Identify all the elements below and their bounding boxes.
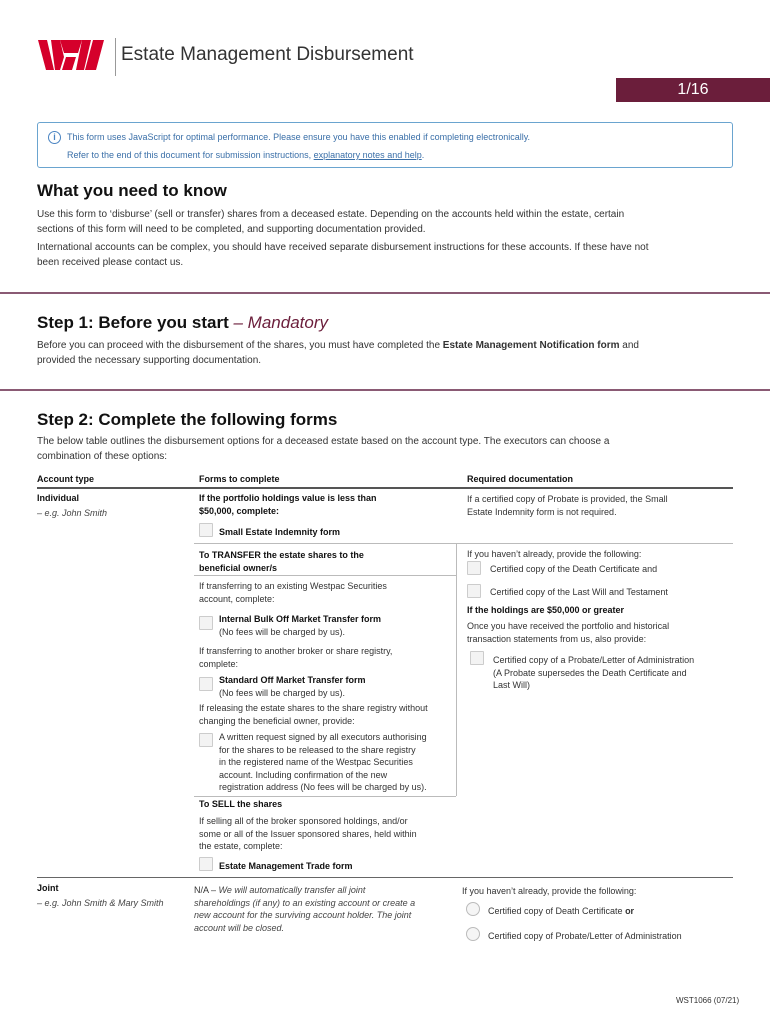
standard-fee-note: (No fees will be charged by us). <box>219 687 346 698</box>
standard-transfer-checkbox[interactable] <box>199 677 213 691</box>
joint-note: We will automatically transfer all joint <box>218 885 366 895</box>
doc-provide-joint: If you haven’t already, provide the following: <box>462 886 637 896</box>
transfer-heading <box>199 549 364 574</box>
probate-label <box>493 654 694 692</box>
joint-probate-label: Certified copy of Probate/Letter of Administration <box>488 931 682 941</box>
sell-heading: To SELL the shares <box>199 799 283 809</box>
written-line: for the shares to be released to the share registry <box>219 744 416 755</box>
step1-text-end: and <box>619 340 639 351</box>
transfer-line-b: beneficial owner/s <box>199 562 278 573</box>
section-divider <box>0 389 770 391</box>
small-estate-condition <box>199 492 377 517</box>
internal-transfer-checkbox[interactable] <box>199 616 213 630</box>
westpac-line-a: If transferring to an existing Westpac Securities <box>199 581 387 591</box>
written-line: in the registered name of the Westpac Securities <box>219 757 413 767</box>
step2-line-a: The below table outlines the disbursement options for a deceased estate based on the account type. The executors can choose a <box>37 436 610 447</box>
form-code: WST1066 (07/21) <box>676 996 740 1005</box>
internal-fee-note: (No fees will be charged by us). <box>219 626 346 637</box>
release-text <box>199 702 428 727</box>
notice-line-2-end: . <box>421 150 425 160</box>
holdings-50k-text <box>467 620 669 645</box>
javascript-notice <box>37 122 733 168</box>
step1-line-a <box>37 338 639 353</box>
holdings-50k-heading: If the holdings are $50,000 or greater <box>467 605 625 615</box>
joint-death-certificate-label <box>488 905 634 918</box>
step2-paragraph <box>37 434 609 464</box>
step2-line-b: combination of these options: <box>37 451 168 462</box>
sell-text <box>199 815 417 853</box>
row-divider <box>37 877 733 878</box>
death-certificate-checkbox[interactable] <box>467 561 481 575</box>
westpac-line-b: account, complete: <box>199 593 275 604</box>
broker-transfer-text <box>199 645 392 670</box>
page-number: 1/16 <box>616 78 770 102</box>
westpac-logo <box>38 40 104 70</box>
written-line: registration address (No fees will be charged by us). <box>219 782 427 792</box>
step2-heading: Step 2: Complete the following forms <box>37 410 338 429</box>
column-divider <box>456 543 457 796</box>
step1-heading <box>37 313 328 333</box>
what-you-need-heading: What you need to know <box>37 181 227 200</box>
internal-form-name: Internal Bulk Off Market Transfer form <box>219 614 382 624</box>
notice-line-2 <box>67 150 424 160</box>
row-divider <box>194 575 456 576</box>
death-certificate-label: Certified copy of the Death Certificate and <box>490 564 658 574</box>
last-will-label: Certified copy of the Last Will and Testament <box>490 587 668 597</box>
row-divider <box>194 796 456 797</box>
standard-form-name: Standard Off Market Transfer form <box>219 675 366 685</box>
release-line-a: If releasing the estate shares to the share registry without <box>199 703 428 713</box>
row-divider <box>194 543 733 544</box>
written-line: A written request signed by all executors authorising <box>219 732 427 742</box>
small-doc-line-a: If a certified copy of Probate is provided, the Small <box>467 494 668 504</box>
individual-example: – e.g. John Smith <box>37 508 108 518</box>
probate-checkbox[interactable] <box>470 651 484 665</box>
mandatory-label: – Mandatory <box>228 313 328 332</box>
standard-transfer-label <box>219 674 366 699</box>
joint-example: – e.g. John Smith & Mary Smith <box>37 898 164 908</box>
or-label: or <box>625 906 635 916</box>
small-estate-doc-note <box>467 493 668 518</box>
step1-text: Before you can proceed with the disbursement of the shares, you must have completed the <box>37 340 443 351</box>
intro-paragraph-1 <box>37 207 624 237</box>
account-type-joint: Joint <box>37 883 59 893</box>
broker-line-a: If transferring to another broker or share registry, <box>199 646 393 656</box>
broker-line-b: complete: <box>199 658 239 669</box>
written-request-label <box>219 731 427 794</box>
joint-note: shareholdings (if any) to an existing account or create a <box>194 897 416 908</box>
col-header-account-type: Account type <box>37 474 95 484</box>
info-icon: i <box>48 131 61 144</box>
intro-p2-line-a: International accounts can be complex, you should have received separate disbursement instructions for these accounts. If these have not <box>37 242 649 253</box>
release-line-b: changing the beneficial owner, provide: <box>199 715 355 726</box>
trade-form-checkbox[interactable] <box>199 857 213 871</box>
probate-line: Last Will) <box>493 680 531 690</box>
small-estate-line-b: $50,000, complete: <box>199 505 280 516</box>
small-doc-line-b: Estate Indemnity form is not required. <box>467 506 617 517</box>
joint-na-line <box>194 884 415 897</box>
probate-line: Certified copy of a Probate/Letter of Administration <box>493 655 695 665</box>
col-header-documentation: Required documentation <box>467 474 574 484</box>
small-estate-line-a: If the portfolio holdings value is less than <box>199 493 377 503</box>
written-line: account. Including confirmation of the new <box>219 769 388 780</box>
written-request-checkbox[interactable] <box>199 733 213 747</box>
doc-provide-individual: If you haven’t already, provide the following: <box>467 549 642 559</box>
section-divider <box>0 292 770 294</box>
intro-paragraph-2 <box>37 240 648 270</box>
explanatory-notes-link[interactable]: explanatory notes and help <box>313 150 422 160</box>
form-title: Estate Management Disbursement <box>121 44 414 65</box>
header <box>0 0 770 110</box>
joint-death-text: Certified copy of Death Certificate <box>488 906 626 916</box>
joint-na-text <box>194 884 415 934</box>
probate-line: (A Probate supersedes the Death Certificate and <box>493 667 687 678</box>
small-estate-checkbox[interactable] <box>199 523 213 537</box>
trade-form-label: Estate Management Trade form <box>219 861 353 871</box>
notice-line-1: This form uses JavaScript for optimal performance. Please ensure you have this enabled if completing electronically. <box>67 132 531 142</box>
holdings-line-b: transaction statements from us, also provide: <box>467 633 647 644</box>
step1-paragraph <box>37 338 639 368</box>
step1-line-b: provided the necessary supporting documentation. <box>37 355 262 366</box>
account-type-individual: Individual <box>37 493 80 503</box>
holdings-line-a: Once you have received the portfolio and historical <box>467 621 670 631</box>
step1-title: Step 1: Before you start <box>37 313 229 332</box>
sell-line: some or all of the Issuer sponsored shares, held within <box>199 828 417 839</box>
internal-transfer-label <box>219 613 381 638</box>
notice-line-2-text: Refer to the end of this document for submission instructions, <box>67 150 312 160</box>
joint-note: account will be closed. <box>194 922 285 933</box>
sell-line: If selling all of the broker sponsored holdings, and/or <box>199 816 408 826</box>
small-estate-form-label: Small Estate Indemnity form <box>219 527 341 537</box>
joint-probate-radio[interactable] <box>466 927 480 941</box>
notification-form-name: Estate Management Notification form <box>442 340 620 351</box>
westpac-transfer-text <box>199 580 387 605</box>
na-label: N/A – <box>194 885 219 895</box>
last-will-checkbox[interactable] <box>467 584 481 598</box>
intro-p2-line-b: been received please contact us. <box>37 257 184 268</box>
joint-note: new account for the surviving account holder. The joint <box>194 910 412 920</box>
joint-death-certificate-radio[interactable] <box>466 902 480 916</box>
transfer-line-a: To TRANSFER the estate shares to the <box>199 550 364 560</box>
col-header-forms: Forms to complete <box>199 474 280 484</box>
header-divider <box>115 38 116 76</box>
intro-p1-line-b: sections of this form will need to be completed, and supporting documentation provided. <box>37 224 426 235</box>
header-rule <box>37 487 733 489</box>
sell-line: the estate, complete: <box>199 841 283 851</box>
intro-p1-line-a: Use this form to ‘disburse’ (sell or transfer) shares from a deceased estate. Depending on the accounts held within the estate, certain <box>37 209 625 220</box>
